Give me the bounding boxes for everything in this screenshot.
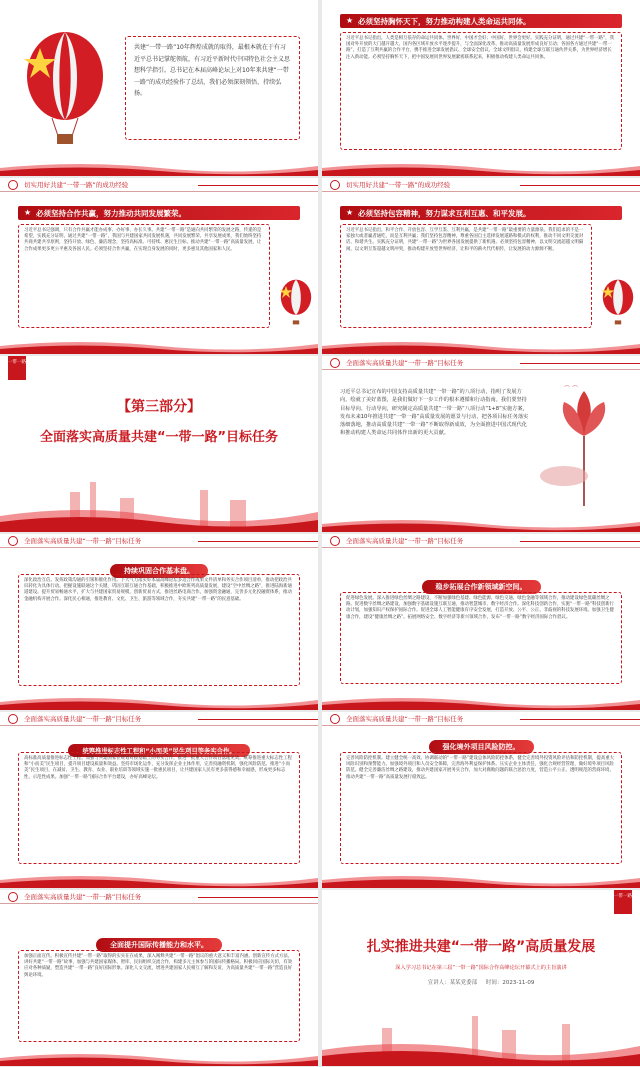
wave-decoration (322, 692, 640, 710)
star-icon: ★ (24, 208, 32, 217)
logo-mini-icon (330, 714, 340, 724)
wave-decoration (322, 870, 640, 888)
section-title: 统筹推进标志性工程和“小而美”民生项目等务实合作。 (68, 744, 249, 757)
logo-mini-icon (8, 892, 18, 902)
date-label: 时间：2023-11-09 (485, 980, 535, 986)
section-text: 促进绿色发展。深入推进绿色丝绸之路建设，不断加强绿色基建、绿色能源、绿色交通、绿色金融等领域合作，推动建设绿色低碳丝绸之路。促进数字丝绸之路建设，加强数字基础设施互联互通，推动智慧城市、数字经济合作。深化科技创新合作，实施“一带一路”科技创新行动计划，加强知识产权保护国际合作。促进全球人工智能健康有序安全发展，打造开放、公平、公正、非歧视的科技发展环境。加强卫生健康合作，建设“健康丝绸之路”。拓展网络安全、数字经济等新兴领域合作，发布“一带一路”数字经济国际合作倡议。 (340, 592, 622, 684)
section-title-bar (340, 14, 622, 28)
section-title-wrap (0, 932, 318, 952)
logo-mini-icon (8, 714, 18, 724)
section-title-wrap (322, 734, 640, 754)
wave-decoration (322, 514, 640, 532)
slide-header (322, 534, 640, 548)
section-text: 习近平总书记强调，只有合作共赢才能办成事、办好事、办长久事。共建“一带一路”是通向共同繁荣的发展之路，传递的是希望，实践充分证明，通过共建“一带一路”，我国与共建国家共同发展机遇，共同发展繁荣。共享发展成果，我们始终坚持共商共建共享原则，坚持开放、绿色、廉洁理念，坚持高标准、可持续、惠民生目标，推动共建“一带一路”高质量发展，让合作成果更多更公平惠及各国人民。必须坚持合作共赢，在实现自身发展的同时，更多惠及其他国家和人民。 (18, 224, 270, 328)
section-title: 稳步拓展合作新领域新空间。 (422, 580, 541, 594)
logo-badge (8, 356, 26, 380)
slide-header (322, 178, 640, 192)
section-title: 持续巩固合作基本盘。 (110, 564, 208, 578)
header-text: 全面落实高质量共建“一带一路”目标任务 (24, 715, 142, 723)
slide-5[interactable] (0, 356, 318, 532)
slide-6[interactable] (322, 356, 640, 532)
slide-3[interactable] (0, 178, 318, 354)
header-line (520, 185, 640, 186)
header-text: 全面落实高质量共建“一带一路”目标任务 (346, 537, 464, 545)
section-text: 高标准高质量推进标志性工程。加强与共建国家在规划对接基础上的务实合作，推进一批重大合作项目落地见效。统筹推进重大标志性工程和“小而美”民生项目，提升项目建设质量和效益。坚持市场化运作，充分发挥企业主体作用，完善投融资机制，强化风险防范。推进“小而美”民生项目，在减贫、卫生、教育、农业、职业培训等领域实施一批惠民项目，让共建国家人民有更多获得感和幸福感，形成更多标志性、示范性成果。加强“一带一路”国际合作平台建设，办好高峰论坛。 (18, 752, 300, 864)
header-line (198, 897, 318, 898)
section-title: 必须坚持合作共赢，努力推动共同发展繁荣。 (36, 209, 186, 218)
intro-text: 共建“一带一路”10年辉煌成就的取得，最根本就在于有习近平总书记掌舵领航，有习近平新时代中国特色社会主义思想科学指引。总书记在本届高峰论坛上对10年来共建“一带一路”的成功经验作了总结，我们必须深刻领悟、持续弘扬。 (125, 36, 300, 140)
birds-icon: ⌒⌒ (563, 386, 580, 393)
header-line (520, 541, 640, 542)
balloon-icon (20, 28, 110, 168)
slide-7[interactable] (0, 534, 318, 710)
slide-header (0, 534, 318, 548)
header-text: 切实用好共建“一带一路”的成功经验 (24, 181, 129, 189)
logo-mini-icon (330, 180, 340, 190)
header-line (520, 719, 640, 720)
cover-meta (322, 978, 640, 986)
logo-text: 一带一路 (8, 360, 26, 365)
header-line (198, 541, 318, 542)
section-title-wrap (322, 574, 640, 594)
header-text: 全面落实高质量共建“一带一路”目标任务 (346, 359, 464, 367)
logo-badge (614, 890, 632, 914)
header-line (520, 363, 640, 364)
slide-11[interactable] (0, 890, 318, 1066)
section-text: 完善风险防控机制。建立健全统一高效、协调联动的“一带一路”建设总体风险防控体系，健全完善境外投资风险评估和防控机制，提高重大风险识别和预警能力。加强境外项目和人员安全保障，完善海外利益保护体系。压实企业主体责任，强化合规经营管理，做好境外项目风险防范。健全完善廉洁丝绸之路建设，推动共建国家开展务实合作，加大对腐败问题的联合惩治力度，营造公平公正、透明规范的营商环境，推动共建“一带一路”高质量发展行稳致远。 (340, 752, 622, 864)
slide-header (322, 712, 640, 726)
logo-mini-icon (330, 536, 340, 546)
section-title: 必须坚持包容精神，努力谋求互利互惠、和平发展。 (358, 209, 531, 218)
header-line (198, 719, 318, 720)
slide-4[interactable] (322, 178, 640, 354)
lotus-icon (534, 376, 634, 516)
wave-decoration (322, 336, 640, 354)
section-title-bar (18, 206, 300, 220)
slide-header (0, 178, 318, 192)
section-text: 深化政治互信。发挥政策沟通的引领和催化作用。下大气力落实好本届高峰论坛多边合作成果文件清单和务实合作项目清单，推动把政治共识转化为具体行动。把握设施联通这个关键，巩固互联互通合作基础，积极推进中欧班列高质量发展，建设“空中丝绸之路”，推进陆海新通道建设。提升贸易畅通水平，扩大与共建国家贸易规模，创新贸易方式，推进丝路电商合作。加强资金融通，完善多元化投融资体系，推动金融机构开展合作。深化民心相通，推进教育、文化、卫生、旅游等领域合作，夯实共建“一带一路”的民意基础。 (18, 574, 300, 686)
cover-subtitle: 深入学习总书记在第三届“一带一路”国际合作高峰论坛开幕式上的主旨演讲 (395, 965, 567, 971)
wave-decoration (0, 158, 318, 176)
logo-text: 一带一路 (614, 894, 632, 899)
part-title: 全面落实高质量共建“一带一路”目标任务 (39, 430, 279, 445)
slide-header (322, 356, 640, 370)
section-text: 习近平总书记宣布的中国支持高质量共建“一带一路”的八项行动，指明了发展方向，绘就了美好蓝图，是我们做好下一步工作的根本遵循和行动指南。我们要坚持目标导向、行动导向，研究制定高质量共建“一带一路”八项行动“1+8”实施方案，发布未来10年推进共建“一带一路”高质量发展的愿景与行动，把各项目标任务落实落细落地，推动高质量共建“一带一路”不断取得新成效，为全面推进中国式现代化和推动构建人类命运共同体作出新的更大贡献。 (340, 389, 529, 437)
section-text: 加强正面宣传。积极宣传共建“一带一路”取得的实实在在成果，深入阐释共建“一带一路”倡议的重大意义和丰富内涵。创新宣传方式方法，讲好共建“一带一路”故事，加强与共建国家媒体、智库、民间组织交流合作，构建多元主体参与的国际传播格局。积极回应国际关切，有效应对各种质疑，塑造共建“一带一路”良好国际形象。深化人文交流，增进共建国家人民相互了解和友谊，为高质量共建“一带一路”营造良好舆论环境。 (18, 950, 300, 1042)
balloon-icon (600, 278, 636, 334)
slide-9[interactable] (0, 712, 318, 888)
star-icon: ★ (346, 208, 354, 217)
logo-mini-icon (330, 358, 340, 368)
section-title: 强化境外项目风险防控。 (429, 740, 534, 754)
part-label: 【第三部分】 (117, 399, 201, 415)
slide-2[interactable] (322, 0, 640, 176)
section-text: 习近平总书记指出，人类是相互依存的命运共同体。世界好，中国才会好；中国好，世界会更好。实践充分证明，通过共建“一带一路”，我国对外开放的大门越开越大，国内各区域开放水平逐步提升，与全面深化改革、推动高质量发展形成良好互动；各国各方通过共建“一带一路”，打造了互利共赢的合作平台，携手推进全球发展倡议、全球安全倡议、全球文明倡议，构建全球互联互通伙伴关系，为世界经济增长注入新动能。必须坚持胸怀天下，把中国发展同世界发展紧密联系起来，积极推动构建人类命运共同体。 (340, 32, 622, 150)
slide-8[interactable] (322, 534, 640, 710)
cover-title: 扎实推进共建“一带一路”高质量发展 (366, 939, 596, 955)
section-title-bar (340, 206, 622, 220)
balloon-icon (278, 278, 314, 334)
wave-decoration (0, 692, 318, 710)
wave-decoration (0, 1048, 318, 1066)
slide-1[interactable] (0, 0, 318, 176)
wave-decoration (0, 870, 318, 888)
star-icon: ★ (346, 16, 354, 25)
speaker-label: 宣讲人：某某党委部 (427, 980, 478, 986)
slide-12[interactable] (322, 890, 640, 1066)
header-line (198, 185, 318, 186)
city-skyline (322, 1006, 640, 1066)
section-title: 全面提升国际传播能力和水平。 (96, 938, 222, 952)
section-title: 必须坚持胸怀天下，努力推动构建人类命运共同体。 (358, 17, 531, 26)
logo-mini-icon (8, 536, 18, 546)
wave-decoration (0, 336, 318, 354)
city-skyline (0, 472, 318, 532)
header-text: 切实用好共建“一带一路”的成功经验 (346, 181, 451, 189)
slide-header (0, 890, 318, 904)
slide-header (0, 712, 318, 726)
wave-decoration (322, 158, 640, 176)
header-text: 全面落实高质量共建“一带一路”目标任务 (24, 537, 142, 545)
header-text: 全面落实高质量共建“一带一路”目标任务 (346, 715, 464, 723)
logo-mini-icon (8, 180, 18, 190)
header-text: 全面落实高质量共建“一带一路”目标任务 (24, 893, 142, 901)
section-text: 习近平总书记指出，和平合作、开放包容、互学互鉴、互利共赢，是共建“一带一路”最重要的力量源泉。我们追求的不是一家独大或者赢者通吃，而是互利共赢；我们坚持包容精神，尊重各国自主选择发展道路和模式的权利，推动不同文明交流对话、和谐共生。实践充分证明，共建“一带一路”为世界各国发展提供了新机遇。必须坚持包容精神，以文明交流超越文明隔阂，以文明互鉴超越文明冲突，推动构建开放型世界经济，让和平的薪火代代相传，让发展的动力源源不断。 (340, 224, 592, 328)
slide-10[interactable] (322, 712, 640, 888)
